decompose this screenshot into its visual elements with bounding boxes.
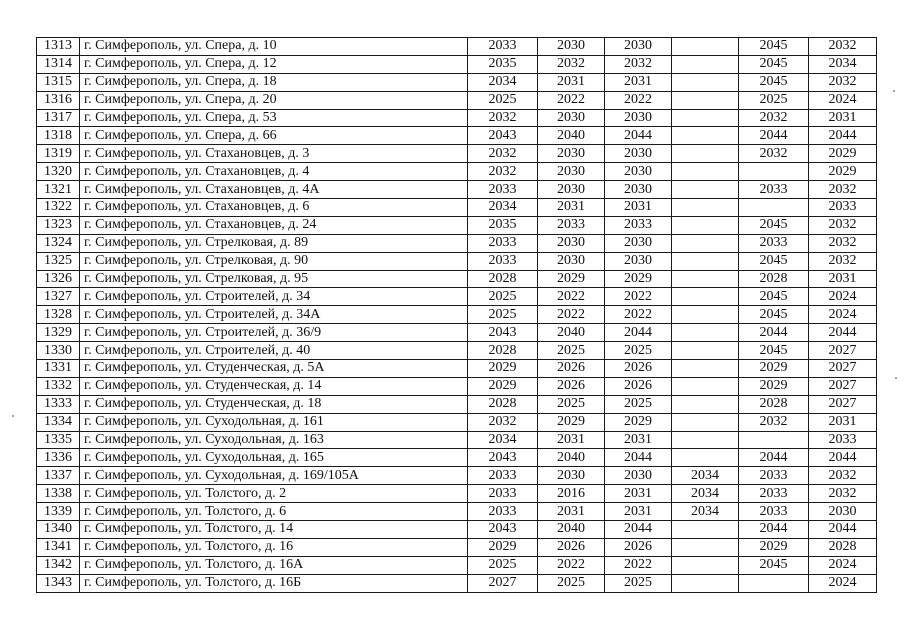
address-cell: г. Симферополь, ул. Стахановцев, д. 6 [80, 199, 468, 217]
year-cell-1: 2029 [468, 538, 538, 556]
year-cell-1: 2033 [468, 38, 538, 56]
year-cell-4: 2034 [672, 485, 739, 503]
row-number-cell: 1327 [37, 288, 80, 306]
row-number-cell: 1321 [37, 181, 80, 199]
row-number-cell: 1329 [37, 324, 80, 342]
year-cell-6: 2028 [809, 538, 877, 556]
year-cell-2: 2022 [538, 91, 605, 109]
year-cell-5: 2033 [739, 503, 809, 521]
year-cell-2: 2022 [538, 306, 605, 324]
year-cell-2: 2022 [538, 288, 605, 306]
year-cell-5: 2044 [739, 324, 809, 342]
year-cell-6: 2032 [809, 73, 877, 91]
year-cell-6: 2032 [809, 252, 877, 270]
year-cell-1: 2025 [468, 91, 538, 109]
table-row [37, 395, 877, 413]
year-cell-5: 2029 [739, 538, 809, 556]
year-cell-4 [672, 73, 739, 91]
year-cell-2: 2016 [538, 485, 605, 503]
year-cell-3: 2032 [605, 55, 672, 73]
row-number-cell: 1330 [37, 342, 80, 360]
year-cell-2: 2025 [538, 574, 605, 592]
table-row [37, 55, 877, 73]
year-cell-2: 2025 [538, 342, 605, 360]
year-cell-6: 2044 [809, 127, 877, 145]
year-cell-6: 2024 [809, 556, 877, 574]
table-row [37, 199, 877, 217]
year-cell-5: 2032 [739, 413, 809, 431]
year-cell-5: 2032 [739, 145, 809, 163]
year-cell-3: 2030 [605, 163, 672, 181]
year-cell-4 [672, 360, 739, 378]
year-cell-6: 2032 [809, 38, 877, 56]
year-cell-1: 2043 [468, 127, 538, 145]
year-cell-3: 2022 [605, 91, 672, 109]
year-cell-5: 2044 [739, 521, 809, 539]
table-row [37, 216, 877, 234]
year-cell-4 [672, 109, 739, 127]
address-cell: г. Симферополь, ул. Стахановцев, д. 24 [80, 216, 468, 234]
year-cell-6: 2034 [809, 55, 877, 73]
year-cell-3: 2026 [605, 377, 672, 395]
year-cell-6: 2027 [809, 342, 877, 360]
row-number-cell: 1334 [37, 413, 80, 431]
table-row [37, 252, 877, 270]
year-cell-4 [672, 181, 739, 199]
address-cell: г. Симферополь, ул. Спера, д. 66 [80, 127, 468, 145]
address-cell: г. Симферополь, ул. Толстого, д. 16 [80, 538, 468, 556]
row-number-cell: 1342 [37, 556, 80, 574]
year-cell-5: 2045 [739, 342, 809, 360]
row-number-cell: 1336 [37, 449, 80, 467]
table-row [37, 109, 877, 127]
year-cell-4 [672, 252, 739, 270]
table-row [37, 270, 877, 288]
year-cell-3: 2030 [605, 252, 672, 270]
year-cell-6: 2033 [809, 199, 877, 217]
year-cell-2: 2029 [538, 413, 605, 431]
row-number-cell: 1335 [37, 431, 80, 449]
row-number-cell: 1316 [37, 91, 80, 109]
address-cell: г. Симферополь, ул. Стрелковая, д. 95 [80, 270, 468, 288]
year-cell-3: 2031 [605, 431, 672, 449]
year-cell-5: 2045 [739, 216, 809, 234]
year-cell-5: 2044 [739, 449, 809, 467]
table-row [37, 467, 877, 485]
year-cell-6: 2024 [809, 288, 877, 306]
year-cell-5 [739, 199, 809, 217]
address-cell: г. Симферополь, ул. Строителей, д. 36/9 [80, 324, 468, 342]
year-cell-5: 2029 [739, 377, 809, 395]
year-cell-1: 2029 [468, 360, 538, 378]
row-number-cell: 1318 [37, 127, 80, 145]
year-cell-3: 2031 [605, 73, 672, 91]
year-cell-1: 2028 [468, 342, 538, 360]
year-cell-1: 2034 [468, 199, 538, 217]
year-cell-4 [672, 324, 739, 342]
year-cell-3: 2030 [605, 145, 672, 163]
table-row [37, 127, 877, 145]
row-number-cell: 1323 [37, 216, 80, 234]
year-cell-2: 2032 [538, 55, 605, 73]
address-cell: г. Симферополь, ул. Спера, д. 18 [80, 73, 468, 91]
table-row [37, 503, 877, 521]
year-cell-5: 2033 [739, 485, 809, 503]
address-cell: г. Симферополь, ул. Спера, д. 53 [80, 109, 468, 127]
year-cell-1: 2032 [468, 413, 538, 431]
row-number-cell: 1328 [37, 306, 80, 324]
year-cell-6: 2030 [809, 503, 877, 521]
year-cell-5: 2028 [739, 270, 809, 288]
table-row [37, 234, 877, 252]
scan-speck [12, 415, 14, 417]
year-cell-2: 2030 [538, 163, 605, 181]
table-row [37, 556, 877, 574]
year-cell-2: 2040 [538, 449, 605, 467]
year-cell-3: 2044 [605, 449, 672, 467]
address-cell: г. Симферополь, ул. Толстого, д. 14 [80, 521, 468, 539]
year-cell-2: 2040 [538, 521, 605, 539]
year-cell-3: 2026 [605, 538, 672, 556]
year-cell-2: 2026 [538, 538, 605, 556]
table-row [37, 413, 877, 431]
year-cell-4: 2034 [672, 467, 739, 485]
year-cell-3: 2022 [605, 306, 672, 324]
year-cell-3: 2022 [605, 556, 672, 574]
year-cell-1: 2035 [468, 216, 538, 234]
year-cell-5: 2045 [739, 55, 809, 73]
year-cell-1: 2033 [468, 252, 538, 270]
year-cell-1: 2029 [468, 377, 538, 395]
year-cell-1: 2032 [468, 145, 538, 163]
year-cell-1: 2033 [468, 234, 538, 252]
year-cell-3: 2030 [605, 467, 672, 485]
year-cell-6: 2044 [809, 521, 877, 539]
year-cell-5 [739, 431, 809, 449]
year-cell-5: 2045 [739, 288, 809, 306]
address-cell: г. Симферополь, ул. Стахановцев, д. 4А [80, 181, 468, 199]
table-row [37, 163, 877, 181]
year-cell-6: 2032 [809, 234, 877, 252]
year-cell-5: 2033 [739, 467, 809, 485]
row-number-cell: 1319 [37, 145, 80, 163]
row-number-cell: 1331 [37, 360, 80, 378]
year-cell-1: 2025 [468, 306, 538, 324]
year-cell-3: 2025 [605, 342, 672, 360]
address-cell: г. Симферополь, ул. Студенческая, д. 14 [80, 377, 468, 395]
year-cell-3: 2033 [605, 216, 672, 234]
year-cell-6: 2032 [809, 181, 877, 199]
year-cell-2: 2030 [538, 252, 605, 270]
year-cell-5: 2025 [739, 91, 809, 109]
year-cell-6: 2044 [809, 449, 877, 467]
year-cell-1: 2027 [468, 574, 538, 592]
row-number-cell: 1315 [37, 73, 80, 91]
table-row [37, 449, 877, 467]
year-cell-3: 2025 [605, 574, 672, 592]
year-cell-4 [672, 127, 739, 145]
year-cell-5: 2033 [739, 234, 809, 252]
table-row [37, 324, 877, 342]
year-cell-3: 2029 [605, 413, 672, 431]
year-cell-4 [672, 449, 739, 467]
year-cell-2: 2026 [538, 377, 605, 395]
year-cell-6: 2044 [809, 324, 877, 342]
year-cell-2: 2031 [538, 503, 605, 521]
year-cell-1: 2028 [468, 270, 538, 288]
year-cell-4 [672, 199, 739, 217]
year-cell-1: 2025 [468, 288, 538, 306]
year-cell-1: 2043 [468, 521, 538, 539]
year-cell-2: 2026 [538, 360, 605, 378]
year-cell-3: 2031 [605, 485, 672, 503]
year-cell-1: 2034 [468, 73, 538, 91]
year-cell-1: 2032 [468, 163, 538, 181]
year-cell-2: 2029 [538, 270, 605, 288]
housing-schedule-table [36, 37, 877, 593]
table-row [37, 38, 877, 56]
year-cell-4 [672, 91, 739, 109]
row-number-cell: 1339 [37, 503, 80, 521]
year-cell-2: 2030 [538, 38, 605, 56]
table-row [37, 521, 877, 539]
year-cell-1: 2033 [468, 485, 538, 503]
year-cell-1: 2032 [468, 109, 538, 127]
year-cell-6: 2032 [809, 467, 877, 485]
year-cell-5: 2045 [739, 252, 809, 270]
table-row [37, 342, 877, 360]
year-cell-3: 2030 [605, 181, 672, 199]
row-number-cell: 1314 [37, 55, 80, 73]
year-cell-2: 2030 [538, 234, 605, 252]
year-cell-2: 2031 [538, 199, 605, 217]
year-cell-4 [672, 306, 739, 324]
year-cell-5: 2045 [739, 73, 809, 91]
year-cell-1: 2028 [468, 395, 538, 413]
year-cell-5: 2045 [739, 556, 809, 574]
year-cell-5: 2028 [739, 395, 809, 413]
row-number-cell: 1343 [37, 574, 80, 592]
row-number-cell: 1340 [37, 521, 80, 539]
year-cell-4: 2034 [672, 503, 739, 521]
table-row [37, 538, 877, 556]
year-cell-6: 2031 [809, 109, 877, 127]
year-cell-5 [739, 574, 809, 592]
table-row [37, 431, 877, 449]
address-cell: г. Симферополь, ул. Толстого, д. 6 [80, 503, 468, 521]
year-cell-4 [672, 145, 739, 163]
table-row [37, 306, 877, 324]
row-number-cell: 1313 [37, 38, 80, 56]
year-cell-3: 2029 [605, 270, 672, 288]
year-cell-3: 2026 [605, 360, 672, 378]
year-cell-2: 2025 [538, 395, 605, 413]
scan-speck [893, 90, 895, 92]
year-cell-3: 2031 [605, 199, 672, 217]
year-cell-4 [672, 163, 739, 181]
year-cell-3: 2044 [605, 324, 672, 342]
year-cell-6: 2033 [809, 431, 877, 449]
address-cell: г. Симферополь, ул. Стахановцев, д. 3 [80, 145, 468, 163]
address-cell: г. Симферополь, ул. Стрелковая, д. 90 [80, 252, 468, 270]
address-cell: г. Симферополь, ул. Суходольная, д. 163 [80, 431, 468, 449]
year-cell-6: 2027 [809, 377, 877, 395]
year-cell-2: 2030 [538, 109, 605, 127]
year-cell-6: 2032 [809, 485, 877, 503]
year-cell-1: 2035 [468, 55, 538, 73]
scan-speck [895, 377, 897, 379]
year-cell-5 [739, 163, 809, 181]
table-row [37, 360, 877, 378]
table-row [37, 288, 877, 306]
year-cell-2: 2040 [538, 324, 605, 342]
year-cell-6: 2032 [809, 216, 877, 234]
year-cell-3: 2022 [605, 288, 672, 306]
table-row [37, 145, 877, 163]
year-cell-2: 2030 [538, 467, 605, 485]
year-cell-6: 2029 [809, 145, 877, 163]
address-cell: г. Симферополь, ул. Толстого, д. 2 [80, 485, 468, 503]
table-row [37, 91, 877, 109]
address-cell: г. Симферополь, ул. Спера, д. 20 [80, 91, 468, 109]
year-cell-2: 2040 [538, 127, 605, 145]
row-number-cell: 1322 [37, 199, 80, 217]
address-cell: г. Симферополь, ул. Суходольная, д. 161 [80, 413, 468, 431]
year-cell-6: 2027 [809, 395, 877, 413]
year-cell-1: 2034 [468, 431, 538, 449]
year-cell-4 [672, 574, 739, 592]
row-number-cell: 1324 [37, 234, 80, 252]
row-number-cell: 1325 [37, 252, 80, 270]
year-cell-5: 2032 [739, 109, 809, 127]
year-cell-4 [672, 538, 739, 556]
year-cell-4 [672, 38, 739, 56]
address-cell: г. Симферополь, ул. Стрелковая, д. 89 [80, 234, 468, 252]
year-cell-3: 2025 [605, 395, 672, 413]
year-cell-5: 2045 [739, 38, 809, 56]
year-cell-5: 2033 [739, 181, 809, 199]
address-cell: г. Симферополь, ул. Толстого, д. 16А [80, 556, 468, 574]
year-cell-5: 2029 [739, 360, 809, 378]
year-cell-1: 2033 [468, 467, 538, 485]
year-cell-4 [672, 395, 739, 413]
year-cell-2: 2022 [538, 556, 605, 574]
year-cell-4 [672, 431, 739, 449]
year-cell-6: 2027 [809, 360, 877, 378]
row-number-cell: 1341 [37, 538, 80, 556]
year-cell-4 [672, 234, 739, 252]
table-row [37, 574, 877, 592]
year-cell-6: 2031 [809, 270, 877, 288]
year-cell-4 [672, 55, 739, 73]
year-cell-3: 2044 [605, 127, 672, 145]
address-cell: г. Симферополь, ул. Суходольная, д. 169/105А [80, 467, 468, 485]
row-number-cell: 1320 [37, 163, 80, 181]
address-cell: г. Симферополь, ул. Студенческая, д. 5А [80, 360, 468, 378]
row-number-cell: 1338 [37, 485, 80, 503]
table-row [37, 181, 877, 199]
table-row [37, 485, 877, 503]
year-cell-3: 2030 [605, 38, 672, 56]
address-cell: г. Симферополь, ул. Спера, д. 10 [80, 38, 468, 56]
year-cell-4 [672, 377, 739, 395]
year-cell-2: 2033 [538, 216, 605, 234]
address-cell: г. Симферополь, ул. Студенческая, д. 18 [80, 395, 468, 413]
year-cell-6: 2029 [809, 163, 877, 181]
address-cell: г. Симферополь, ул. Строителей, д. 34 [80, 288, 468, 306]
address-cell: г. Симферополь, ул. Стахановцев, д. 4 [80, 163, 468, 181]
year-cell-1: 2025 [468, 556, 538, 574]
year-cell-3: 2030 [605, 234, 672, 252]
address-cell: г. Симферополь, ул. Толстого, д. 16Б [80, 574, 468, 592]
row-number-cell: 1317 [37, 109, 80, 127]
year-cell-6: 2024 [809, 306, 877, 324]
year-cell-4 [672, 288, 739, 306]
row-number-cell: 1333 [37, 395, 80, 413]
row-number-cell: 1326 [37, 270, 80, 288]
year-cell-4 [672, 342, 739, 360]
year-cell-3: 2030 [605, 109, 672, 127]
year-cell-3: 2031 [605, 503, 672, 521]
year-cell-1: 2033 [468, 181, 538, 199]
row-number-cell: 1332 [37, 377, 80, 395]
year-cell-1: 2043 [468, 324, 538, 342]
address-cell: г. Симферополь, ул. Строителей, д. 34А [80, 306, 468, 324]
row-number-cell: 1337 [37, 467, 80, 485]
year-cell-4 [672, 270, 739, 288]
address-cell: г. Симферополь, ул. Строителей, д. 40 [80, 342, 468, 360]
year-cell-4 [672, 556, 739, 574]
year-cell-2: 2030 [538, 145, 605, 163]
table-row [37, 73, 877, 91]
year-cell-2: 2031 [538, 73, 605, 91]
year-cell-5: 2044 [739, 127, 809, 145]
year-cell-6: 2024 [809, 574, 877, 592]
address-cell: г. Симферополь, ул. Спера, д. 12 [80, 55, 468, 73]
year-cell-1: 2043 [468, 449, 538, 467]
year-cell-4 [672, 413, 739, 431]
address-cell: г. Симферополь, ул. Суходольная, д. 165 [80, 449, 468, 467]
year-cell-3: 2044 [605, 521, 672, 539]
year-cell-4 [672, 216, 739, 234]
year-cell-4 [672, 521, 739, 539]
year-cell-2: 2031 [538, 431, 605, 449]
year-cell-1: 2033 [468, 503, 538, 521]
table-body [37, 38, 877, 593]
year-cell-6: 2024 [809, 91, 877, 109]
year-cell-6: 2031 [809, 413, 877, 431]
year-cell-5: 2045 [739, 306, 809, 324]
year-cell-2: 2030 [538, 181, 605, 199]
table-row [37, 377, 877, 395]
